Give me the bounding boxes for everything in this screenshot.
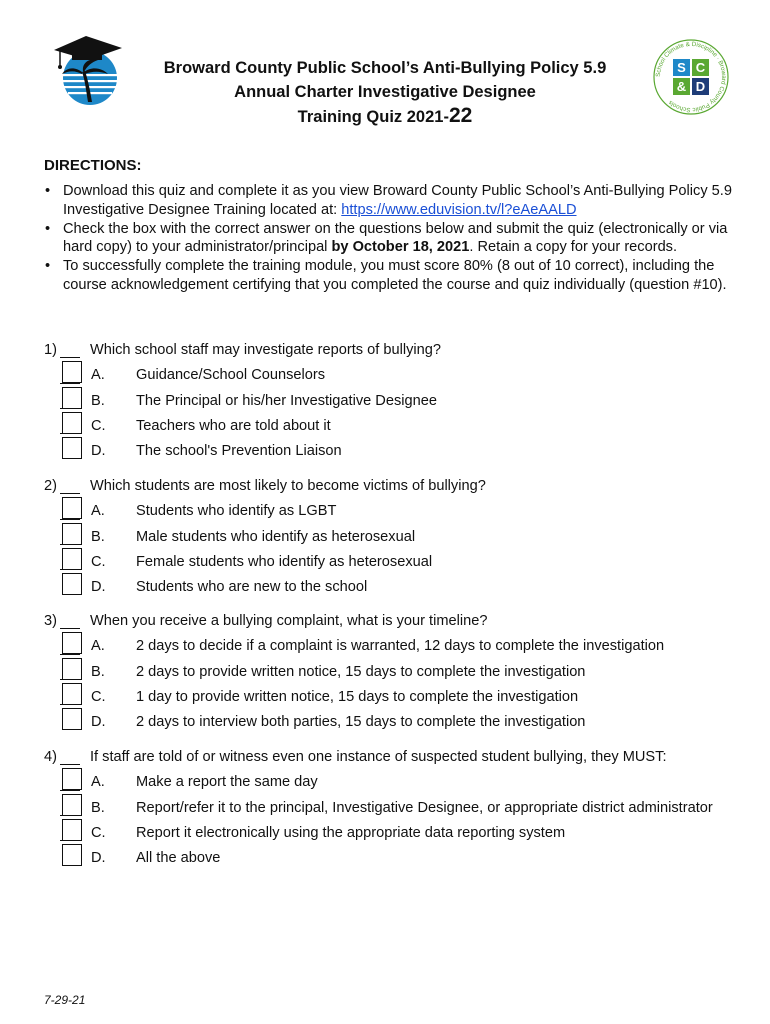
logo-ring-text: School Climate & Discipline · Broward County Public Schools — [654, 40, 728, 114]
question-number: 3) — [44, 613, 57, 629]
answer-checkbox[interactable] — [62, 437, 82, 459]
answer-option: D. 2 days to interview both parties, 15 days to complete the investigation — [62, 714, 742, 739]
document-title — [110, 56, 660, 129]
answer-option: C. Teachers who are told about it — [62, 418, 742, 443]
answer-option: A. Students who identify as LGBT — [62, 503, 742, 528]
answer-checkbox[interactable] — [62, 768, 82, 790]
title-line-1: Broward County Public School’s Anti-Bullying Policy 5.9 — [163, 59, 607, 77]
training-link[interactable]: https://www.eduvision.tv/l?eAeAALD — [341, 201, 577, 218]
answer-checkbox[interactable] — [62, 548, 82, 570]
logo-letter-d: D — [695, 79, 706, 94]
question-number: 4) — [44, 749, 57, 765]
directions-heading: DIRECTIONS: — [44, 157, 142, 174]
answer-option: A. 2 days to decide if a complaint is warranted, 12 days to complete the investigation — [62, 638, 742, 663]
direction-item: • Check the box with the correct answer on the questions below and submit the quiz (electronically or via hard copy) to your administrator/principal by October 18, 2021. Retain a copy for your records. — [44, 220, 744, 258]
question-text: Which students are most likely to become victims of bullying? — [90, 478, 486, 494]
answer-checkbox[interactable] — [62, 497, 82, 519]
answer-option: B. Male students who identify as heterosexual — [62, 529, 742, 554]
answer-checkbox[interactable] — [62, 523, 82, 545]
answer-option: D. All the above — [62, 850, 742, 875]
answer-option: D. The school's Prevention Liaison — [62, 443, 742, 468]
answer-checkbox[interactable] — [62, 573, 82, 595]
logo-letter-c: C — [695, 60, 706, 75]
question-text: If staff are told of or witness even one instance of suspected student bullying, they MUST: — [90, 749, 667, 765]
title-line-2: Annual Charter Investigative Designee — [234, 83, 536, 101]
answer-option: C. 1 day to provide written notice, 15 days to complete the investigation — [62, 689, 742, 714]
answer-checkbox[interactable] — [62, 387, 82, 409]
directions-list — [44, 182, 744, 295]
answer-option: B. The Principal or his/her Investigative Designee — [62, 393, 742, 418]
answer-option: A. Guidance/School Counselors — [62, 367, 742, 392]
logo-letter-amp: & — [676, 79, 687, 94]
answer-checkbox[interactable] — [62, 658, 82, 680]
answer-option: B. Report/refer it to the principal, Investigative Designee, or appropriate district administrator — [62, 800, 742, 825]
direction-item: • Download this quiz and complete it as you view Broward County Public School’s Anti-Bullying Policy 5.9 Investigative Designee Training located at: https://www.eduvision.tv/l?eAeAALD — [44, 182, 744, 220]
title-line-3: Training Quiz 2021-22 — [297, 104, 473, 127]
answer-option: A. Make a report the same day — [62, 774, 742, 799]
logo-letter-s: S — [677, 60, 686, 75]
school-climate-discipline-logo — [652, 38, 730, 116]
answer-option: C. Report it electronically using the appropriate data reporting system — [62, 825, 742, 850]
direction-item: • To successfully complete the training module, you must score 80% (8 out of 10 correct), including the course acknowledgement certifying that you completed the course and quiz individually (question #10). — [44, 257, 744, 295]
question-number: 2) — [44, 478, 57, 494]
answer-option: C. Female students who identify as heterosexual — [62, 554, 742, 579]
answer-checkbox[interactable] — [62, 632, 82, 654]
answer-checkbox[interactable] — [62, 844, 82, 866]
answer-checkbox[interactable] — [62, 361, 82, 383]
answer-checkbox[interactable] — [62, 794, 82, 816]
answer-option: B. 2 days to provide written notice, 15 days to complete the investigation — [62, 664, 742, 689]
answer-checkbox[interactable] — [62, 819, 82, 841]
answer-checkbox[interactable] — [62, 683, 82, 705]
question-number: 1) — [44, 342, 57, 358]
answer-checkbox[interactable] — [62, 708, 82, 730]
question-text: Which school staff may investigate reports of bullying? — [90, 342, 441, 358]
question-text: When you receive a bullying complaint, what is your timeline? — [90, 613, 488, 629]
answer-option: D. Students who are new to the school — [62, 579, 742, 604]
answer-checkbox[interactable] — [62, 412, 82, 434]
footer-date: 7-29-21 — [44, 993, 86, 1007]
